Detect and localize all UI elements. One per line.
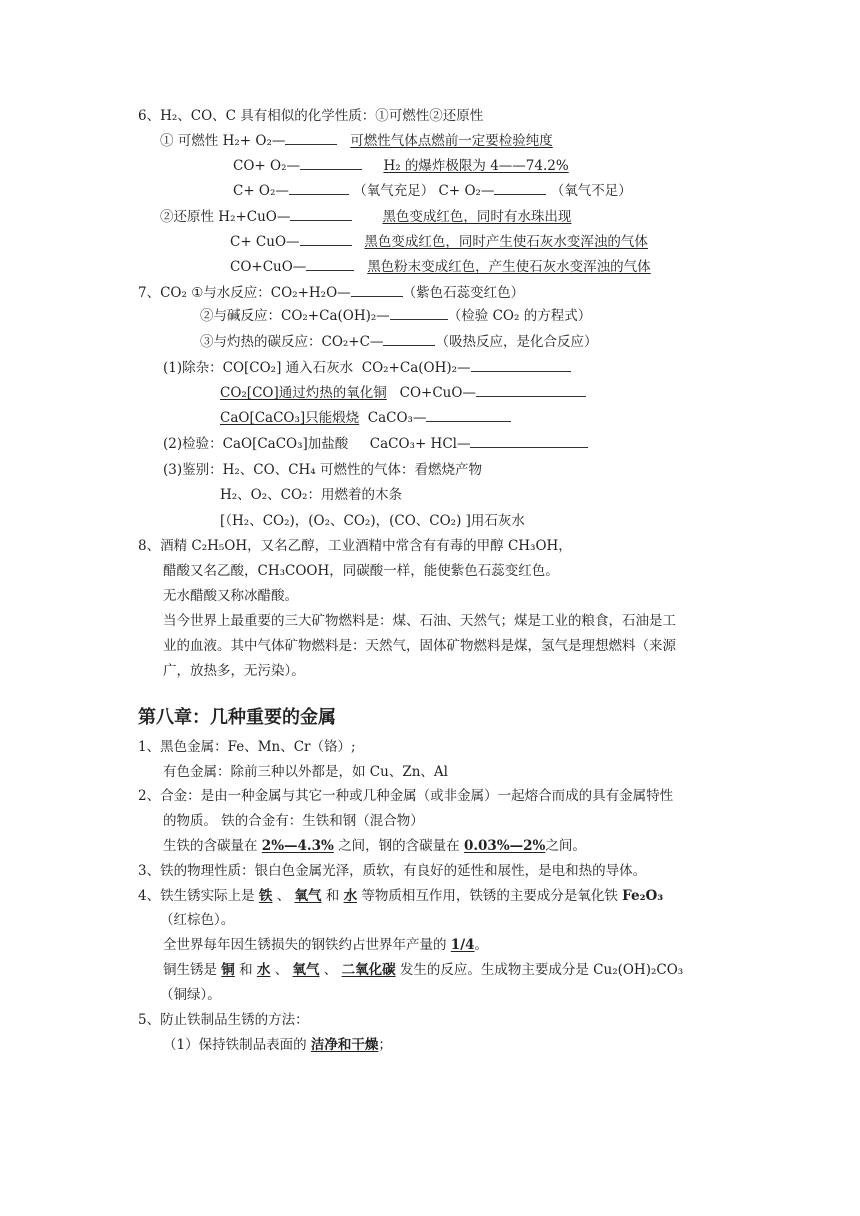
s6-c-cuo-row: [230, 233, 648, 251]
blank: [300, 233, 352, 246]
ch8-p4c-b: 1/4: [450, 937, 475, 953]
ch8-p5b-c: ；: [378, 1037, 392, 1053]
s7-base-row: [200, 307, 591, 325]
s6-combustion-row: [160, 132, 553, 150]
ch8-loss-row: [163, 936, 488, 954]
ch8-p2c-a: 生铁的含碳量在: [163, 838, 258, 854]
blank: [306, 258, 354, 271]
ch8-rust-row: [138, 887, 663, 905]
s8-line-5: 业的血液。其中气体矿物燃料是：天然气，固体矿物燃料是煤，氢气是理想燃料（来源: [163, 638, 676, 654]
s8-line-6: 广，放热多，无污染）。: [163, 663, 305, 679]
s7-r3: CaO[CaCO₃]只能煅烧: [220, 410, 360, 426]
s6-h2-o2: ① 可燃性 H₂+ O₂—: [160, 133, 286, 149]
ch8-p4d-c: 和: [239, 962, 253, 978]
ch8-p4a-c: 、: [276, 888, 291, 904]
ch8-p4d-e: 、: [274, 962, 289, 978]
s7-identify-1: (3)鉴别：H₂、CO、CH₄ 可燃性的气体：看燃烧产物: [163, 462, 483, 478]
ch8-copper-row: [163, 961, 683, 979]
s6-c-o2-a: C+ O₂—: [233, 183, 289, 199]
s8-line-1: 8、酒精 C₂H₅OH，又名乙醇，工业酒精中常含有有毒的甲醇 CH₃OH，: [138, 538, 572, 554]
s6-h2-cuo: ②还原性 H₂+CuO—: [160, 209, 291, 225]
s7-l3: ③与灼热的碳反应：CO₂+C—: [200, 334, 384, 350]
s6-co-cuo: CO+CuO—: [230, 259, 307, 275]
blank: [383, 333, 435, 346]
s6-c-o2-a-note: （氧气充足）: [353, 183, 435, 199]
s7-l2-note: （检验 CO₂ 的方程式）: [447, 308, 592, 324]
s7-r2-eq: CO+CuO—: [399, 385, 476, 401]
ch8-p4a-e: 和: [325, 888, 340, 904]
s8-line-2: 醋酸又名乙酸，CH₃COOH，同碳酸一样，能使紫色石蕊变红色。: [163, 563, 559, 579]
ch8-p2b: 的物质。 铁的合金有：生铁和钢（混合物）: [163, 813, 424, 829]
s7-identify-3: [（H₂、CO₂)，(O₂、CO₂)，(CO、CO₂) ]用石灰水: [220, 513, 525, 529]
s8-line-3: 无水醋酸又称冰醋酸。: [163, 588, 298, 604]
s7-remove-1: [163, 359, 571, 377]
blank: [290, 208, 352, 221]
s6-h2-limit: H₂ 的爆炸极限为 4——74.2%: [383, 158, 569, 174]
blank: [471, 359, 571, 372]
ch8-p4d-i: 发生的反应。生成物主要成分是 Cu₂(OH)₂CO₃: [399, 962, 684, 978]
s6-co-cuo-row: [230, 258, 651, 276]
ch8-p3: 3、铁的物理性质：银白色金属光泽，质软，有良好的延性和展性，是电和热的导体。: [138, 863, 647, 879]
s7-r1-eq: CO₂+Ca(OH)₂—: [361, 360, 471, 376]
ch8-p2c-e: 之间。: [545, 838, 586, 854]
ch8-p2c-d: 0.03%—2%: [463, 838, 546, 854]
s6-c-row: [233, 182, 632, 200]
s6-co-cuo-note: 黑色粉末变成红色，产生使石灰水变浑浊的气体: [367, 259, 651, 275]
ch8-p1b: 有色金属：除前三种以外都是，如 Cu、Zn、Al: [163, 764, 448, 780]
blank: [289, 182, 349, 195]
s7-t1-eq: CaCO₃+ HCl—: [369, 436, 471, 452]
ch8-p5b-b: 洁净和干燥: [310, 1037, 379, 1053]
s6-c-o2-b-note: （氧气不足）: [550, 183, 632, 199]
s6-c-cuo: C+ CuO—: [230, 234, 300, 250]
s6-co-row: [233, 157, 569, 175]
s8-line-4: 当今世界上最重要的三大矿物燃料是：煤、石油、天然气；煤是工业的粮食，石油是工: [163, 613, 676, 629]
s6-c-o2-b: C+ O₂—: [438, 183, 495, 199]
blank: [476, 384, 586, 397]
ch8-p4b: （红棕色）。: [160, 912, 235, 928]
ch8-p4d-g: 、: [323, 962, 338, 978]
ch8-p4a-a: 4、铁生锈实际上是: [138, 888, 255, 904]
s7-identify-2: H₂、O₂、CO₂：用燃着的木条: [220, 487, 402, 503]
s7-l2: ②与碱反应：CO₂+Ca(OH)₂—: [200, 308, 390, 324]
blank: [285, 132, 337, 145]
ch8-p4d-h: 二氧化碳: [341, 962, 396, 978]
ch8-p2a: 2、合金：是由一种金属与其它一种或几种金属（或非金属）一起熔合而成的具有金属特性: [138, 788, 674, 804]
ch8-p5b: [163, 1036, 392, 1054]
s6-co-o2: CO+ O₂—: [233, 158, 300, 174]
chapter-heading: 第八章：几种重要的金属: [138, 707, 336, 728]
ch8-p4a-b: 铁: [258, 888, 273, 904]
s6-title: 6、H₂、CO、C 具有相似的化学性质：①可燃性②还原性: [138, 108, 484, 124]
ch8-p4c-a: 全世界每年因生锈损失的钢铁约占世界年产量的: [163, 937, 447, 953]
s7-r1: (1)除杂：CO[CO₂] 通入石灰水: [163, 360, 354, 376]
s7-test-row: [163, 435, 588, 453]
s7-remove-3: [220, 409, 511, 427]
ch8-carbon-content: [163, 837, 586, 855]
s7-carbon-row: [200, 333, 597, 351]
ch8-p2c-b: 2%—4.3%: [261, 838, 334, 854]
ch8-p1a: 1、黑色金属：Fe、Mn、Cr（铬）;: [138, 739, 356, 755]
s6-red-note: 黑色变成红色，同时有水珠出现: [382, 209, 572, 225]
s7-l3-note: （吸热反应，是化合反应）: [435, 334, 598, 350]
blank: [390, 307, 448, 320]
blank: [426, 409, 511, 422]
s7-t1: (2)检验：CaO[CaCO₃]加盐酸: [163, 436, 349, 452]
s7-r2: CO₂[CO]通过灼热的氧化铜: [220, 385, 387, 401]
ch8-p4e: （铜绿）。: [160, 987, 221, 1003]
blank: [470, 435, 588, 448]
s7-water-row: [138, 284, 524, 302]
s6-c-cuo-note: 黑色变成红色，同时产生使石灰水变浑浊的气体: [364, 234, 648, 250]
ch8-p4d-d: 水: [256, 962, 271, 978]
ch8-p4a-d: 氧气: [294, 888, 322, 904]
ch8-p4a-h: Fe₂O₃: [622, 888, 664, 904]
ch8-p4d-b: 铜: [221, 962, 235, 978]
s6-comb-note: 可燃性气体点燃前一定要检验纯度: [350, 133, 553, 149]
blank: [300, 157, 362, 170]
s6-reduction-row: [160, 208, 571, 226]
ch8-p2c-c: 之间，钢的含碳量在: [338, 838, 460, 854]
ch8-p4d-f: 氧气: [292, 962, 320, 978]
ch8-p4d-a: 铜生锈是: [163, 962, 217, 978]
ch8-p4c-c: 。: [474, 937, 489, 953]
blank: [351, 284, 403, 297]
s7-r3-eq: CaCO₃—: [367, 410, 427, 426]
s7-remove-2: [220, 384, 586, 402]
s7-l1-note: （紫色石蕊变红色）: [402, 285, 525, 301]
s7-l1: 7、CO₂ ①与水反应：CO₂+H₂O—: [138, 285, 351, 301]
ch8-p5a: 5、防止铁制品生锈的方法：: [138, 1012, 309, 1028]
blank: [494, 182, 546, 195]
ch8-p4a-g: 等物质相互作用，铁锈的主要成分是氧化铁: [361, 888, 618, 904]
ch8-p4a-f: 水: [343, 888, 358, 904]
ch8-p5b-a: （1）保持铁制品表面的: [163, 1037, 307, 1053]
